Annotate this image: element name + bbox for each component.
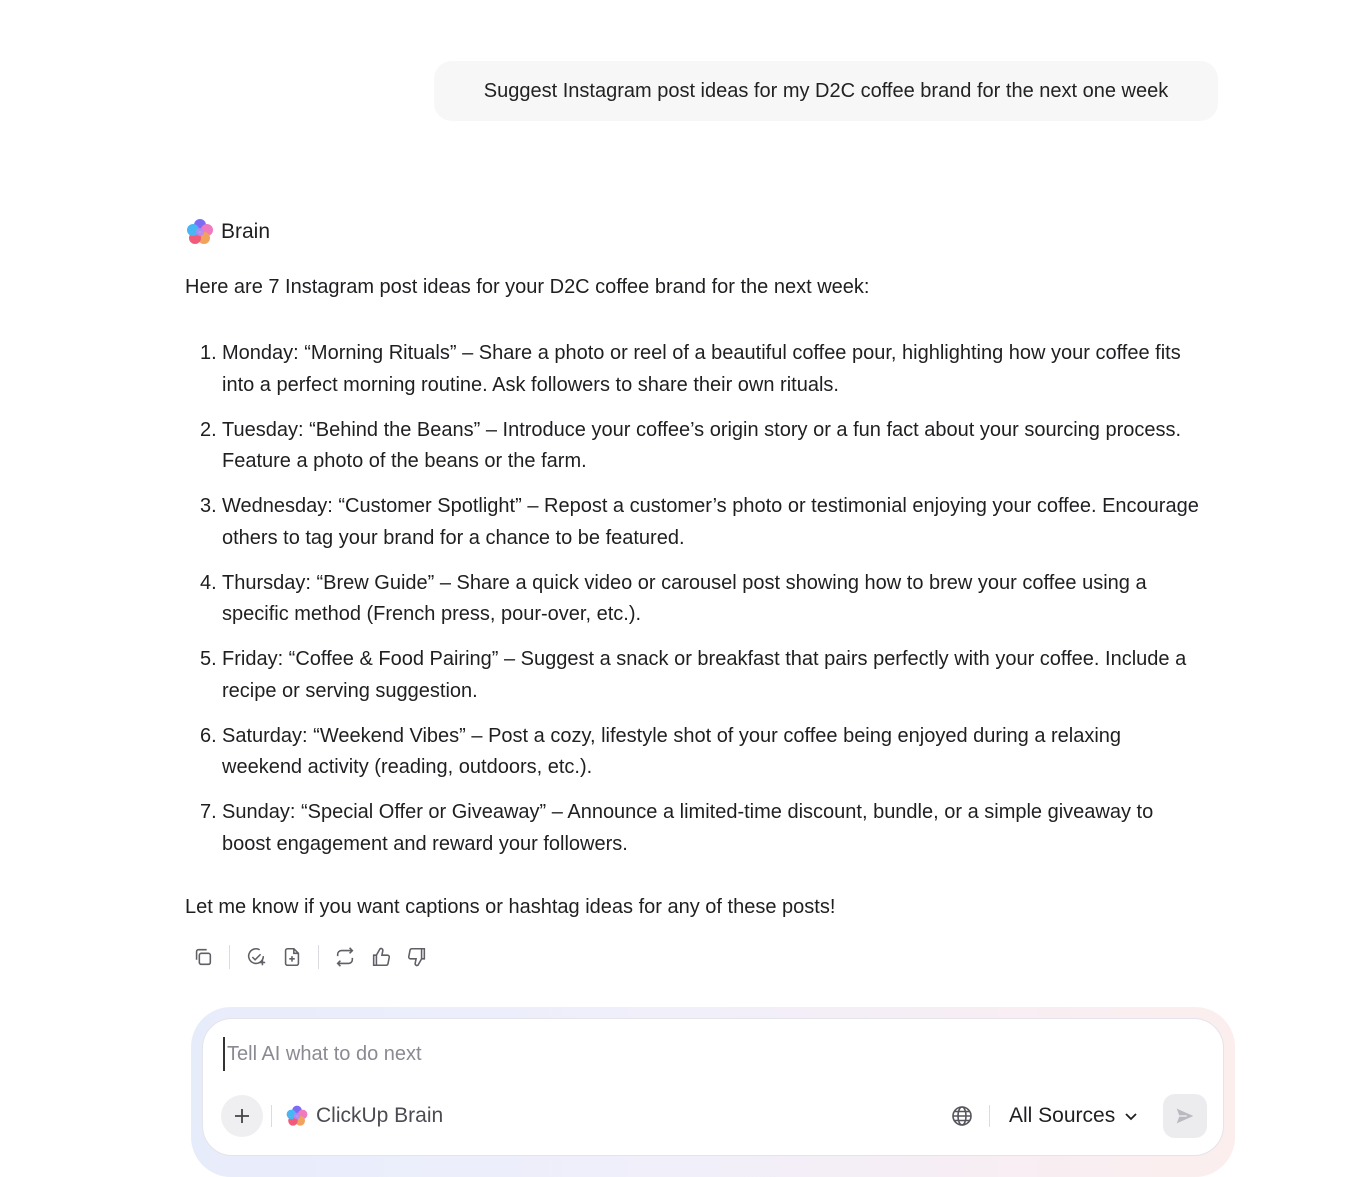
create-task-icon bbox=[245, 946, 267, 968]
list-item-number: 2. bbox=[200, 418, 217, 441]
assistant-header bbox=[185, 216, 270, 248]
list-item-text: Tuesday: “Behind the Beans” – Introduce your coffee’s origin story or a fun fact about your sourcing process. Feature a photo of the beans or the farm. bbox=[222, 418, 1182, 472]
list-item-text: Thursday: “Brew Guide” – Share a quick video or carousel post showing how to brew your coffee using a specific method (French press, pour-over, etc.). bbox=[222, 571, 1147, 625]
thumbs-up-button[interactable] bbox=[363, 940, 399, 974]
response-actions bbox=[185, 940, 435, 974]
list-item bbox=[185, 644, 1205, 707]
list-item-text: Saturday: “Weekend Vibes” – Post a cozy, lifestyle shot of your coffee being enjoyed during a relaxing weekend activity (reading, outdoors, etc.). bbox=[222, 724, 1122, 778]
response-intro: Here are 7 Instagram post ideas for your D2C coffee brand for the next week: bbox=[185, 276, 870, 298]
plus-icon bbox=[233, 1107, 251, 1125]
send-button[interactable] bbox=[1163, 1094, 1207, 1138]
thumbs-down-button[interactable] bbox=[399, 940, 435, 974]
model-label: ClickUp Brain bbox=[316, 1104, 444, 1127]
response-outro: Let me know if you want captions or hashtag ideas for any of these posts! bbox=[185, 896, 836, 918]
prompt-input[interactable] bbox=[223, 1037, 1189, 1071]
add-doc-icon bbox=[281, 946, 303, 968]
divider bbox=[229, 945, 230, 969]
user-message-bubble: Suggest Instagram post ideas for my D2C coffee brand for the next one week bbox=[434, 61, 1218, 121]
divider bbox=[318, 945, 319, 969]
copy-button[interactable] bbox=[185, 940, 221, 974]
sources-label: All Sources bbox=[1009, 1104, 1116, 1127]
list-item bbox=[185, 797, 1205, 860]
regenerate-button[interactable] bbox=[327, 940, 363, 974]
assistant-name: Brain bbox=[221, 220, 271, 243]
composer bbox=[202, 1018, 1224, 1156]
list-item-text: Friday: “Coffee & Food Pairing” – Suggest a snack or breakfast that pairs perfectly with your coffee. Include a recipe or serving suggestion. bbox=[222, 648, 1187, 702]
list-item bbox=[185, 568, 1205, 631]
globe-icon bbox=[950, 1104, 974, 1128]
divider bbox=[271, 1105, 272, 1127]
list-item-number: 3. bbox=[200, 495, 217, 517]
list-item-number: 7. bbox=[200, 801, 217, 823]
list-item-number: 5. bbox=[200, 648, 217, 670]
chevron-down-icon bbox=[1123, 1108, 1139, 1124]
list-item-text: Monday: “Morning Rituals” – Share a photo or reel of a beautiful coffee pour, highlighting how your coffee fits into a perfect morning routine. Ask followers to share their own rituals. bbox=[222, 342, 1181, 396]
sources-dropdown[interactable] bbox=[1009, 1099, 1139, 1133]
list-item-number: 1. bbox=[200, 342, 217, 364]
list-item bbox=[185, 721, 1205, 784]
web-search-toggle[interactable] bbox=[948, 1102, 976, 1130]
post-ideas-list bbox=[185, 338, 1205, 874]
list-item-number: 6. bbox=[200, 724, 217, 747]
list-item bbox=[185, 415, 1205, 478]
brain-logo-icon bbox=[285, 1104, 309, 1128]
copy-icon bbox=[192, 946, 214, 968]
brain-logo-icon bbox=[185, 217, 215, 247]
create-task-button[interactable] bbox=[238, 940, 274, 974]
regenerate-icon bbox=[334, 946, 356, 968]
add-attachment-button[interactable] bbox=[221, 1095, 263, 1137]
model-selector[interactable] bbox=[285, 1099, 443, 1133]
list-item-text: Wednesday: “Customer Spotlight” – Repost a customer’s photo or testimonial enjoying your coffee. Encourage others to tag your brand for a chance to be featured. bbox=[222, 495, 1199, 549]
list-item bbox=[185, 491, 1205, 554]
list-item-number: 4. bbox=[200, 571, 217, 594]
list-item-text: Sunday: “Special Offer or Giveaway” – Announce a limited-time discount, bundle, or a simple giveaway to boost engagement and reward your followers. bbox=[222, 801, 1154, 855]
thumbs-down-icon bbox=[406, 946, 428, 968]
send-icon bbox=[1174, 1105, 1196, 1127]
list-item bbox=[185, 338, 1205, 401]
add-doc-button[interactable] bbox=[274, 940, 310, 974]
divider bbox=[989, 1105, 990, 1127]
thumbs-up-icon bbox=[370, 946, 392, 968]
